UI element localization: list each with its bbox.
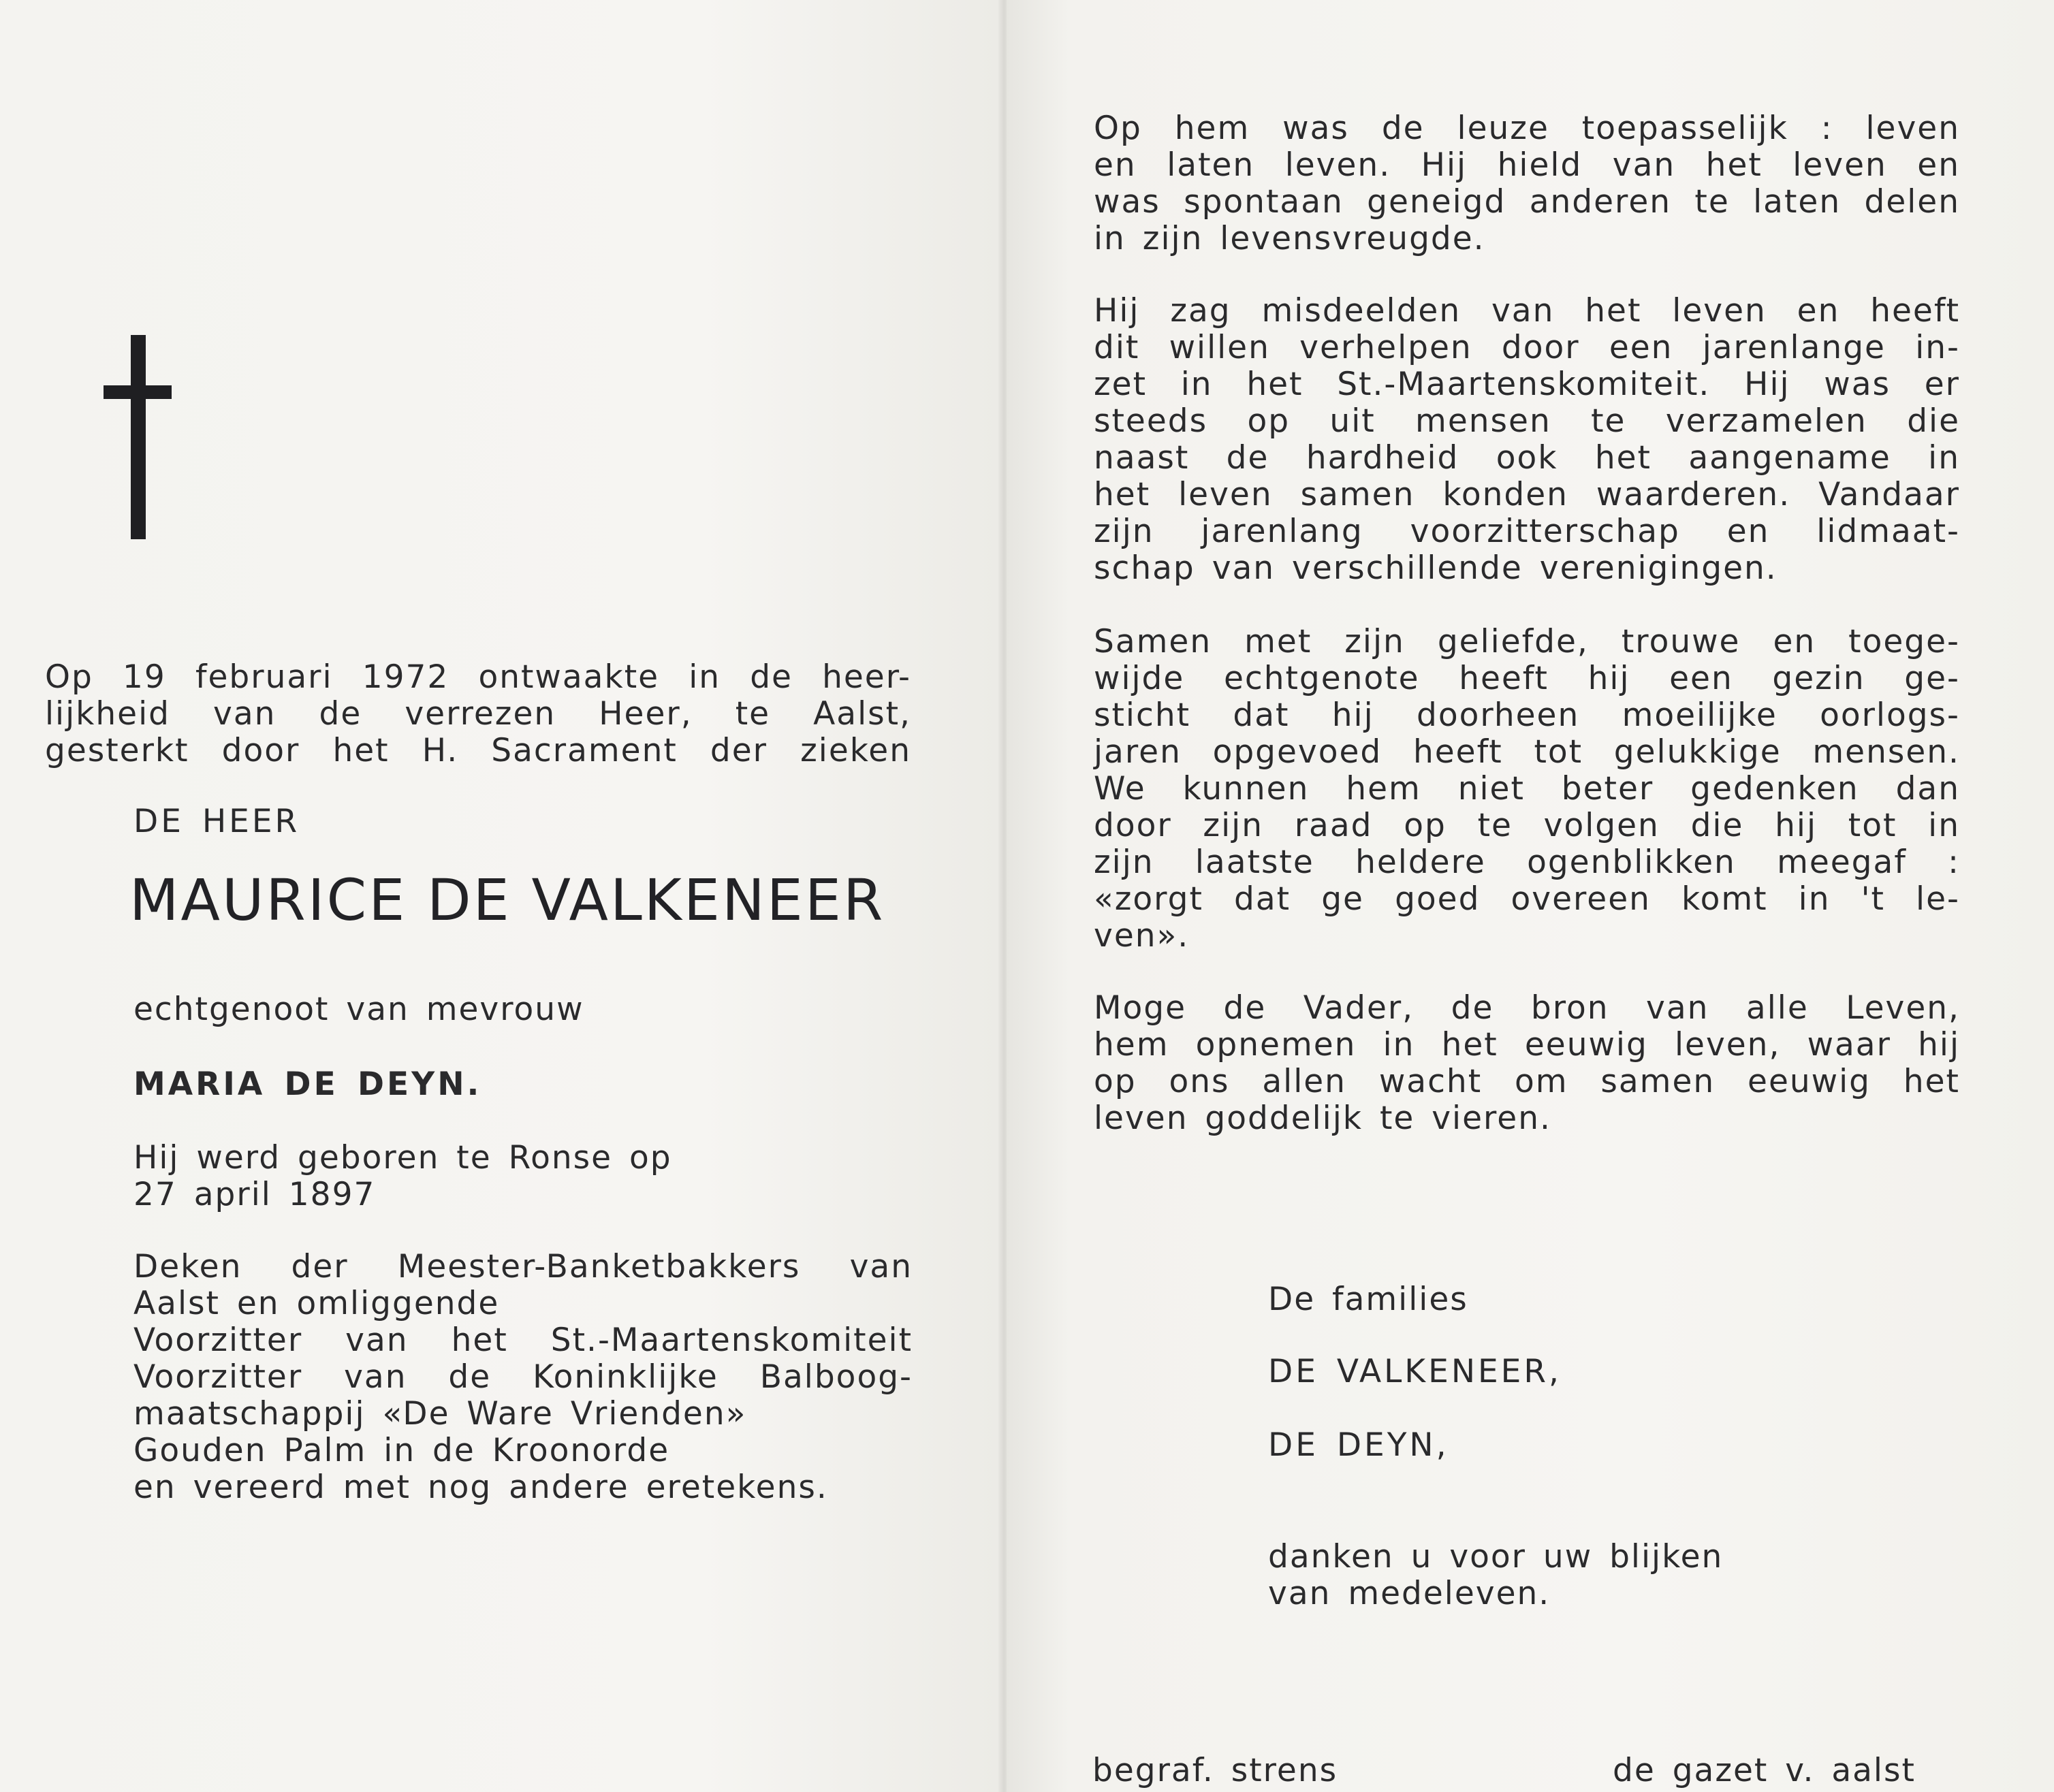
cross-icon (104, 335, 172, 539)
text-line: zijn jarenlang voorzitterschap en lidmaat- (1094, 513, 1960, 550)
text-line: «zorgt dat ge goed overeen komt in 't le- (1094, 880, 1960, 918)
text-line: Voorzitter van het St.-Maartenskomiteit (133, 1322, 913, 1359)
text-line: door zijn raad op te volgen die hij tot in (1094, 807, 1960, 844)
text-line: Aalst en omliggende (133, 1285, 500, 1322)
text-line: Hij werd geboren te Ronse op (133, 1139, 672, 1177)
text-line: en laten leven. Hij hield van het leven en (1094, 146, 1960, 184)
text-line: naast de hardheid ook het aangename in (1094, 439, 1960, 477)
text-line: 27 april 1897 (133, 1176, 376, 1213)
spouse-label: echtgenoot van mevrouw (133, 991, 584, 1028)
text-line: op ons allen wacht om samen eeuwig het (1094, 1063, 1960, 1100)
right-panel (1007, 0, 2054, 1792)
thanks-text (1268, 1539, 1723, 1612)
text-line: Hij zag misdeelden van het leven en heeft (1094, 292, 1960, 330)
paragraph-4 (1094, 990, 1960, 1137)
footer-printer: de gazet v. aalst (1613, 1752, 1916, 1789)
text-line: maatschappij «De Ware Vrienden» (133, 1395, 747, 1433)
spouse-name: MARIA DE DEYN. (133, 1066, 482, 1103)
paragraph-1 (1094, 110, 1960, 257)
text-line: Gouden Palm in de Kroonorde (133, 1432, 670, 1469)
deceased-name: MAURICE DE VALKENEER (129, 867, 885, 933)
text-line: het leven samen konden waarderen. Vandaar (1094, 476, 1960, 513)
paragraph-2 (1094, 293, 1960, 587)
text-line: dit willen verhelpen door een jarenlange in- (1094, 329, 1960, 366)
title-de-heer: DE HEER (133, 803, 300, 840)
text-line: lijkheid van de verrezen Heer, te Aalst, (45, 695, 911, 733)
text-line: hem opnemen in het eeuwig leven, waar hij (1094, 1026, 1960, 1063)
text-line: leven goddelijk te vieren. (1094, 1100, 1551, 1137)
text-line: Voorzitter van de Koninklijke Balboog- (133, 1358, 913, 1396)
left-panel (0, 0, 1001, 1792)
text-line: Op 19 februari 1972 ontwaakte in de heer- (45, 658, 911, 696)
footer-undertaker: begraf. strens (1092, 1752, 1338, 1789)
text-line: ven». (1094, 917, 1190, 955)
text-line: zijn laatste heldere ogenblikken meegaf : (1094, 844, 1960, 881)
birth-info (133, 1140, 672, 1213)
text-line: We kunnen hem niet beter gedenken dan (1094, 770, 1960, 807)
text-line: Deken der Meester-Banketbakkers van (133, 1248, 913, 1285)
honors-list (133, 1249, 913, 1506)
death-announcement (45, 659, 911, 769)
text-line: was spontaan geneigd anderen te laten delen (1094, 183, 1960, 221)
text-line: gesterkt door het H. Sacrament der zieken (45, 732, 911, 769)
text-line: van medeleven. (1268, 1575, 1551, 1612)
text-line: danken u voor uw blijken (1268, 1538, 1724, 1575)
paragraph-3 (1094, 624, 1960, 955)
text-line: steeds op uit mensen te verzamelen die (1094, 402, 1960, 440)
text-line: schap van verschillende verenigingen. (1094, 549, 1778, 587)
text-line: zet in het St.-Maartenskomiteit. Hij was er (1094, 366, 1960, 403)
text-line: in zijn levensvreugde. (1094, 220, 1485, 257)
families-label: De families (1268, 1281, 1468, 1318)
text-line: sticht dat hij doorheen moeilijke oorlogs- (1094, 697, 1960, 734)
text-line: Samen met zijn geliefde, trouwe en toege- (1094, 623, 1960, 660)
text-line: Op hem was de leuze toepasselijk : leven (1094, 110, 1960, 147)
text-line: wijde echtgenote heeft hij een gezin ge- (1094, 660, 1960, 697)
text-line: jaren opgevoed heeft tot gelukkige mensen. (1094, 733, 1960, 771)
family-de-deyn: DE DEYN, (1268, 1426, 1449, 1464)
text-line: Moge de Vader, de bron van alle Leven, (1094, 989, 1960, 1027)
family-de-valkeneer: DE VALKENEER, (1268, 1353, 1562, 1390)
text-line: en vereerd met nog andere eretekens. (133, 1469, 828, 1506)
